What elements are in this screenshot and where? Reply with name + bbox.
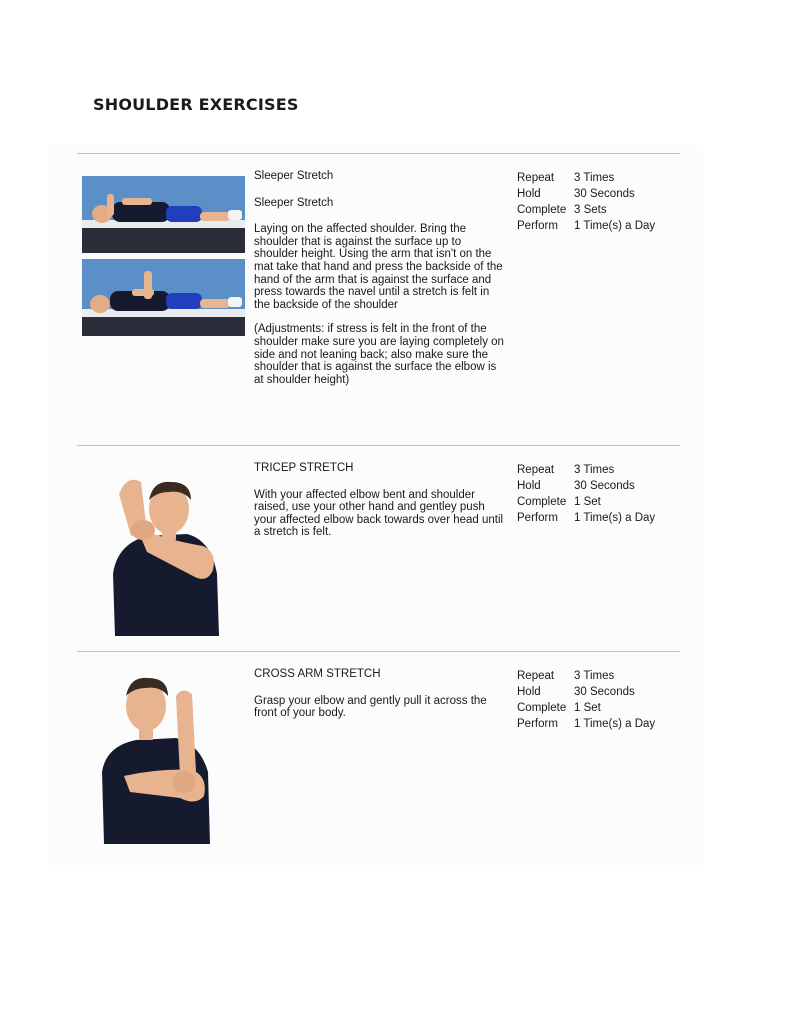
param-row <box>517 202 655 218</box>
sleeper-stretch-photo-1 <box>82 176 245 253</box>
param-label: Hold <box>517 188 541 200</box>
param-value: 3 Times <box>574 670 615 682</box>
exercise-name: CROSS ARM STRETCH <box>254 668 381 680</box>
param-value: 3 Times <box>574 464 615 476</box>
param-value: 3 Times <box>574 172 615 184</box>
param-label: Hold <box>517 686 541 698</box>
param-label: Repeat <box>517 464 555 476</box>
param-label: Perform <box>517 512 558 524</box>
param-label: Perform <box>517 220 558 232</box>
param-label: Perform <box>517 718 558 730</box>
exercise-params <box>517 170 655 234</box>
param-label: Complete <box>517 702 567 714</box>
param-value: 30 Seconds <box>574 480 635 492</box>
param-row <box>517 462 655 478</box>
exercise-name: Sleeper Stretch <box>254 170 334 182</box>
cross-arm-stretch-photo <box>100 672 216 844</box>
page-title: SHOULDER EXERCISES <box>93 95 299 114</box>
param-row <box>517 668 655 684</box>
exercise-subtitle: Sleeper Stretch <box>254 196 334 209</box>
param-row <box>517 170 655 186</box>
param-row <box>517 510 655 526</box>
exercise-text <box>254 170 504 398</box>
param-value: 3 Sets <box>574 204 607 216</box>
exercise-text <box>254 462 504 551</box>
param-value: 1 Time(s) a Day <box>574 718 656 730</box>
param-value: 1 Set <box>574 702 601 714</box>
param-value: 30 Seconds <box>574 188 635 200</box>
exercise-params <box>517 462 655 526</box>
tricep-stretch-photo <box>107 474 222 636</box>
param-value: 1 Time(s) a Day <box>574 220 656 232</box>
divider <box>77 153 680 154</box>
param-row <box>517 218 655 234</box>
exercise-text <box>254 668 504 732</box>
param-label: Repeat <box>517 670 555 682</box>
divider <box>77 445 680 446</box>
param-row <box>517 478 655 494</box>
param-value: 30 Seconds <box>574 686 635 698</box>
param-value: 1 Set <box>574 496 601 508</box>
param-label: Complete <box>517 204 567 216</box>
param-label: Complete <box>517 496 567 508</box>
param-value: 1 Time(s) a Day <box>574 512 656 524</box>
param-label: Hold <box>517 480 541 492</box>
exercise-description: Laying on the affected shoulder. Bring the shoulder that is against the surface up to shoulder height. Using the arm that isn't on the mat take that hand and press the backside of the hand of the arm that is against the surface and press towards the navel until a stretch is felt in the backside of the shoulder <box>254 223 503 311</box>
exercise-description: Grasp your elbow and gently pull it across the front of your body. <box>254 694 487 720</box>
exercise-params <box>517 668 655 732</box>
param-row <box>517 684 655 700</box>
param-row <box>517 700 655 716</box>
param-label: Repeat <box>517 172 555 184</box>
exercise-description: With your affected elbow bent and shoulder raised, use your other hand and gentley push your affected elbow back towards over head until a stretch is felt. <box>254 488 504 539</box>
divider <box>77 651 680 652</box>
exercise-note: (Adjustments: if stress is felt in the front of the shoulder make sure you are laying completely on side and not leaning back; also make sure the shoulder that is against the surface the elbow is at shoulder height) <box>254 323 504 386</box>
param-row <box>517 716 655 732</box>
sleeper-stretch-photo-2 <box>82 259 245 336</box>
param-row <box>517 186 655 202</box>
param-row <box>517 494 655 510</box>
exercise-name: TRICEP STRETCH <box>254 462 354 474</box>
